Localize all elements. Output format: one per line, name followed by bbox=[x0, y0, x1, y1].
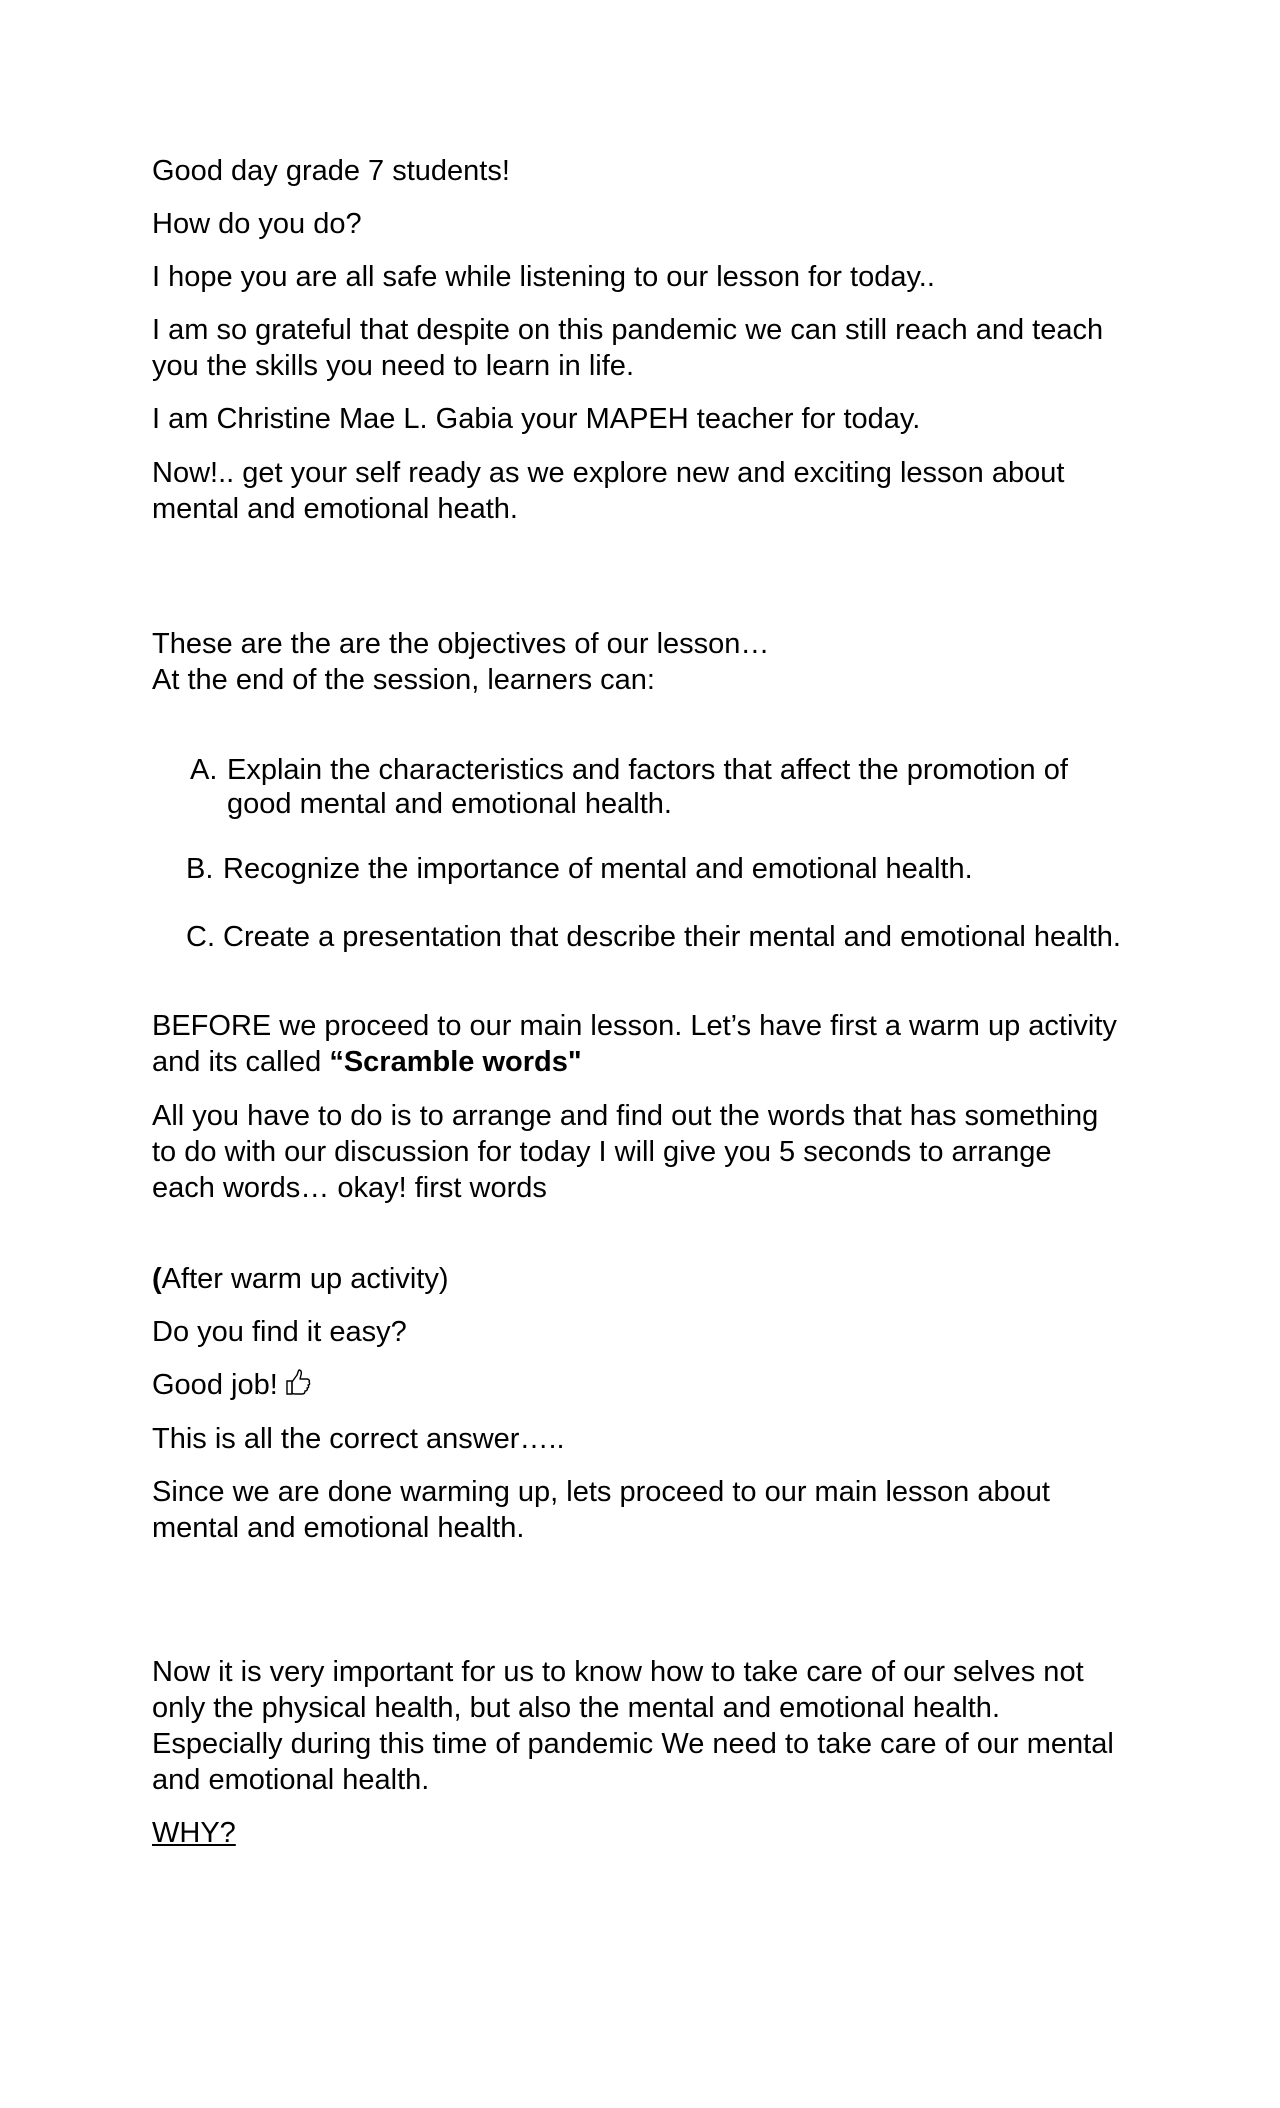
important-paragraph: Now it is very important for us to know how to take care of our selves not only the physical health, but also the mental and emotional health. Especially during this time of pandemic We need to take care of our mental and emotional health. bbox=[152, 1656, 1114, 1796]
find-easy-line: Do you find it easy? bbox=[152, 1316, 407, 1348]
since-done-paragraph: Since we are done warming up, lets proceed to our main lesson about mental and emotional health. bbox=[152, 1476, 1050, 1544]
objective-b-text: Recognize the importance of mental and emotional health. bbox=[223, 853, 973, 885]
objective-a-text: Explain the characteristics and factors that affect the promotion of good mental and emotional health. bbox=[227, 754, 1068, 820]
activity-name: “Scramble words" bbox=[329, 1046, 582, 1078]
after-warmup-text: After warm up activity) bbox=[161, 1263, 449, 1295]
arrange-instructions-paragraph: All you have to do is to arrange and find out the words that has something to do with our discussion for today I will give you 5 seconds to arrange each words… okay! first words bbox=[152, 1100, 1099, 1204]
before-proceed-paragraph bbox=[152, 1008, 1152, 1080]
teacher-intro-line: I am Christine Mae L. Gabia your MAPEH teacher for today. bbox=[152, 403, 921, 435]
correct-answer-line: This is all the correct answer….. bbox=[152, 1423, 565, 1455]
how-do-you-do-line: How do you do? bbox=[152, 208, 362, 240]
hope-safe-line: I hope you are all safe while listening to our lesson for today.. bbox=[152, 261, 935, 293]
good-job-line bbox=[152, 1367, 1152, 1403]
after-warmup-line bbox=[152, 1261, 1152, 1297]
thumbs-up-icon bbox=[284, 1368, 312, 1398]
objective-b-marker: B. bbox=[186, 853, 214, 885]
why-heading: WHY? bbox=[152, 1817, 236, 1849]
grateful-paragraph: I am so grateful that despite on this pandemic we can still reach and teach you the skills you need to learn in life. bbox=[152, 314, 1104, 382]
greeting-line: Good day grade 7 students! bbox=[152, 155, 510, 187]
good-job-text: Good job! bbox=[152, 1369, 278, 1401]
objective-c-text: Create a presentation that describe their mental and emotional health. bbox=[223, 921, 1121, 953]
objective-a-marker: A. bbox=[190, 754, 218, 786]
objectives-intro-paragraph: These are the are the objectives of our lesson… At the end of the session, learners can: bbox=[152, 628, 770, 696]
get-ready-paragraph: Now!.. get your self ready as we explore new and exciting lesson about mental and emotional heath. bbox=[152, 457, 1065, 525]
after-open-paren: ( bbox=[152, 1263, 162, 1295]
objective-c-marker: C. bbox=[186, 921, 215, 953]
before-proceed-text: BEFORE we proceed to our main lesson. Let’s have first a warm up activity and its called bbox=[152, 1010, 1117, 1078]
